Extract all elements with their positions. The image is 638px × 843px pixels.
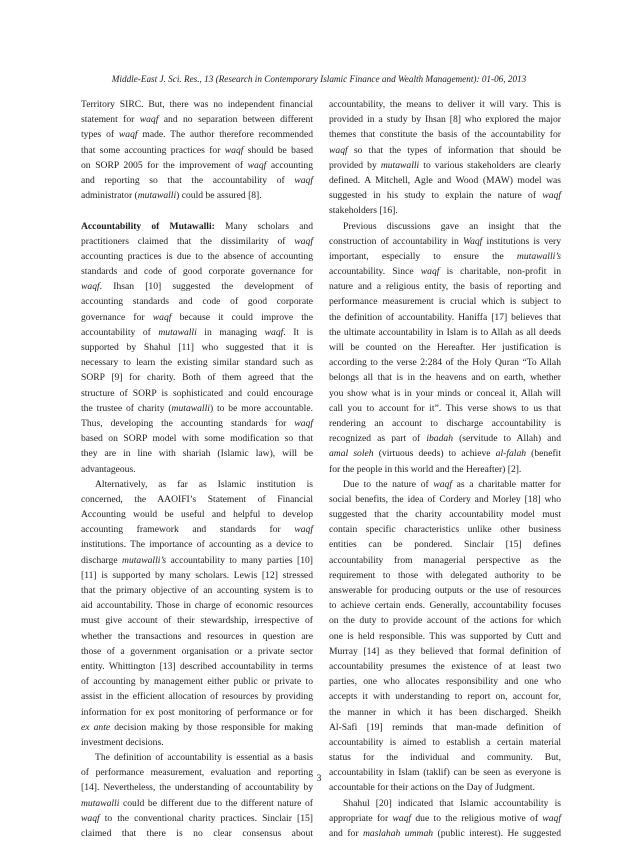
text-line: provided by mutawalli to various stakeholders are clearly xyxy=(329,159,561,171)
text-line: accounting practices is due to the absence of accounting xyxy=(81,250,313,262)
text-line: necessary to learn the existing similar standard such as xyxy=(81,357,313,369)
page-number: 3 xyxy=(316,773,322,784)
text-line: that the primary objective of an accounting system is to xyxy=(81,585,313,596)
text-line: waqf to the conventional charity practices. Sinclair [15] xyxy=(81,812,313,824)
text-line: advantageous. xyxy=(81,463,136,475)
text-line: Accountability of Mutawalli: Many scholars and xyxy=(81,220,313,232)
text-line: will be counted on the Hereafter. Her justification is xyxy=(329,342,561,353)
text-line: the trustee of charity (mutawalli) to be more accountable. xyxy=(81,402,313,414)
text-line: and reporting so that the accountability of waqf xyxy=(81,174,313,186)
text-line: accountability of mutawalli in managing waqf. It is xyxy=(81,326,313,338)
text-line: parties, one who allocates responsibility and one who xyxy=(329,676,561,688)
text-line: accountability in Islam (taklif) can be seen as everyone is xyxy=(329,767,561,779)
text-line: Al-Safi [19] reminds that man-made definition of xyxy=(329,721,561,733)
text-line: accounting standards and code of good corporate xyxy=(81,296,313,308)
text-line: the definition of accountability. Haniffa [17] believes that xyxy=(329,311,561,323)
right-column xyxy=(329,99,561,843)
text-line: [11] is supported by many scholars. Lewis [12] stressed xyxy=(81,569,313,581)
text-line: performance measurement is crucial which is subject to xyxy=(329,296,561,308)
text-line: practitioners claimed that the dissimilarity of waqf xyxy=(81,235,313,247)
text-line: entity. Whittington [13] described accountability in terms xyxy=(81,660,313,672)
text-line: Alternatively, as far as Islamic institution is xyxy=(95,478,313,490)
text-line: provided in a study by Ihsan [8] who explored the major xyxy=(329,114,561,126)
text-line: accountability is aimed to establish a certain material xyxy=(329,736,561,748)
text-line: on the duty to provide account of the actions for which xyxy=(329,615,561,627)
text-line: Shahul [20] indicated that Islamic accountability is xyxy=(343,797,561,809)
text-line: mutawalli could be different due to the different nature of xyxy=(81,797,313,809)
text-line: rendering an account to discharge accountability is xyxy=(329,417,561,429)
text-line: [14]. Nevertheless, the understanding of accountability by xyxy=(81,782,313,794)
text-line: themes that constitute the basis of the accountability for xyxy=(329,129,561,141)
text-line: waqf so that the types of information that should be xyxy=(329,144,561,156)
text-line: whether the transactions and resources in question are xyxy=(81,630,313,642)
text-line: assist in the efficient allocation of resources by providing xyxy=(81,691,313,703)
text-line: you show what is in your minds or conceal it, Allah will xyxy=(329,387,561,399)
text-line: they are in line with shariah (Islamic law), will be xyxy=(81,448,313,460)
text-line: suggested that the charity accountability model must xyxy=(329,509,561,521)
text-line: the manner in which it has been discharged. Sheikh xyxy=(329,706,561,718)
text-line: contain specific characteristics unlike other business xyxy=(329,524,561,536)
text-line: call you to account for it”. This verse shows to us that xyxy=(329,402,561,414)
text-line: The definition of accountability is essential as a basis xyxy=(95,752,313,764)
text-line xyxy=(81,205,313,220)
text-line: Murray [14] as they believed that formal definition of xyxy=(329,645,561,657)
text-line: investment decisions. xyxy=(81,736,164,748)
text-line: Accounting would be useful and helpful to develop xyxy=(81,509,313,521)
text-line: supported by Shahul [11] who suggested that it is xyxy=(81,342,313,353)
text-line: information for ex post monitoring of performance or for xyxy=(81,706,313,718)
text-line: Territory SIRC. But, there was no independent financial xyxy=(81,99,313,110)
text-line: requirement to those with delegated authority to be xyxy=(329,569,561,581)
text-line: status for the individual and community. But, xyxy=(329,752,561,764)
text-line: institutions. The importance of accounting as a device to xyxy=(81,539,313,551)
text-line: recognized as part of ibadah (servitude to Allah) and xyxy=(329,433,562,445)
text-line: accountability. Since waqf is charitable, non-profit in xyxy=(329,266,562,278)
text-line: the ultimate accountability in Islam is to Allah as all deeds xyxy=(329,326,561,338)
text-line: waqf. Ihsan [10] suggested the development of xyxy=(81,281,313,293)
text-line: administrator (mutawalli) could be assured [8]. xyxy=(81,190,262,202)
text-line: accountability presumes the existence of at least two xyxy=(329,660,561,672)
text-line: accountability, the means to deliver it will vary. This is xyxy=(329,99,561,110)
text-line: types of waqf made. The author therefore recommended xyxy=(81,129,313,141)
text-line: suggested in his study to explain the nature of waqf xyxy=(329,190,561,202)
text-line: that some accounting practices for waqf should be based xyxy=(81,144,313,156)
text-line: accounting framework and standards for waqf xyxy=(81,524,313,536)
text-line: of performance measurement, evaluation and reporting xyxy=(81,767,313,779)
text-line: accountable for their actions on the Day of Judgment. xyxy=(329,782,535,794)
text-line: based on SORP model with some modification so that xyxy=(81,433,313,445)
text-line: on SORP 2005 for the improvement of waqf accounting xyxy=(81,159,313,171)
text-line: Previous discussions gave an insight that the xyxy=(343,220,561,232)
text-line: and for maslahah ummah (public interest). He suggested xyxy=(329,828,561,839)
text-line: entities can be pondered. Sinclair [15] defines xyxy=(329,539,561,551)
text-line: accepts it with understanding to report on, account for, xyxy=(329,691,561,703)
text-line: for the people in this world and the Hereafter) [2]. xyxy=(329,463,522,475)
text-line: structure of SORP is sophisticated and could encourage xyxy=(81,387,313,399)
text-line: those of a government organisation or a private sector xyxy=(81,645,313,657)
text-line: nature and a religious entity, the basis of reporting and xyxy=(329,281,561,293)
text-line: belongs all that is in the heavens and on earth, whether xyxy=(329,372,561,384)
text-line: governance for waqf because it could improve the xyxy=(81,311,313,323)
text-line: of accounting by management either public or private to xyxy=(81,676,313,688)
text-line: appropriate for waqf due to the religious motive of waqf xyxy=(329,812,561,824)
text-line: aid accountability. Those in charge of economic resources xyxy=(81,600,313,612)
text-line: discharge mutawalli’s accountability to many parties [10] xyxy=(81,554,313,566)
text-line: construction of accountability in Waqf institutions is very xyxy=(329,235,561,247)
text-line: accountability from managerial perspective as the xyxy=(329,554,561,566)
text-line: to achieve certain ends. Generally, accountability focuses xyxy=(329,600,561,612)
text-line: must give account of their stewardship, irrespective of xyxy=(81,615,313,627)
text-line: Due to the nature of waqf as a charitable matter for xyxy=(343,478,561,490)
text-line: statement for waqf and no separation between different xyxy=(81,114,313,126)
text-line: important, especially to ensure the mutawalli’s xyxy=(329,250,561,262)
text-line: defined. A Mitchell, Agle and Wood (MAW) model was xyxy=(329,174,561,186)
text-line: Thus, developing the accounting standards for waqf xyxy=(81,417,313,429)
text-line: concerned, the AAOIFI’s Statement of Financial xyxy=(81,493,313,505)
text-line: amal soleh (virtuous deeds) to achieve al-falah (benefit xyxy=(329,448,562,460)
left-column xyxy=(81,99,313,843)
text-line: standards and code of good corporate governance for xyxy=(81,266,313,278)
text-line: claimed that there is no clear consensus about xyxy=(81,828,313,839)
text-line: stakeholders [16]. xyxy=(329,205,398,217)
text-line: one is held responsible. This was supported by Cutt and xyxy=(329,630,561,642)
text-line: SORP [9] for charity. Both of them agreed that the xyxy=(81,372,313,384)
text-line: social benefits, the idea of Cordery and Morley [18] who xyxy=(329,493,561,505)
running-header: Middle-East J. Sci. Res., 13 (Research in Contemporary Islamic Finance and Wealth Management): 01-06, 2013 xyxy=(111,74,527,84)
text-line: ex ante decision making by those responsible for making xyxy=(81,721,313,733)
text-line: according to the verse 2:284 of the Holy Quran “To Allah xyxy=(329,357,561,369)
text-line: answerable for producing outputs or the use of resources xyxy=(329,585,561,596)
